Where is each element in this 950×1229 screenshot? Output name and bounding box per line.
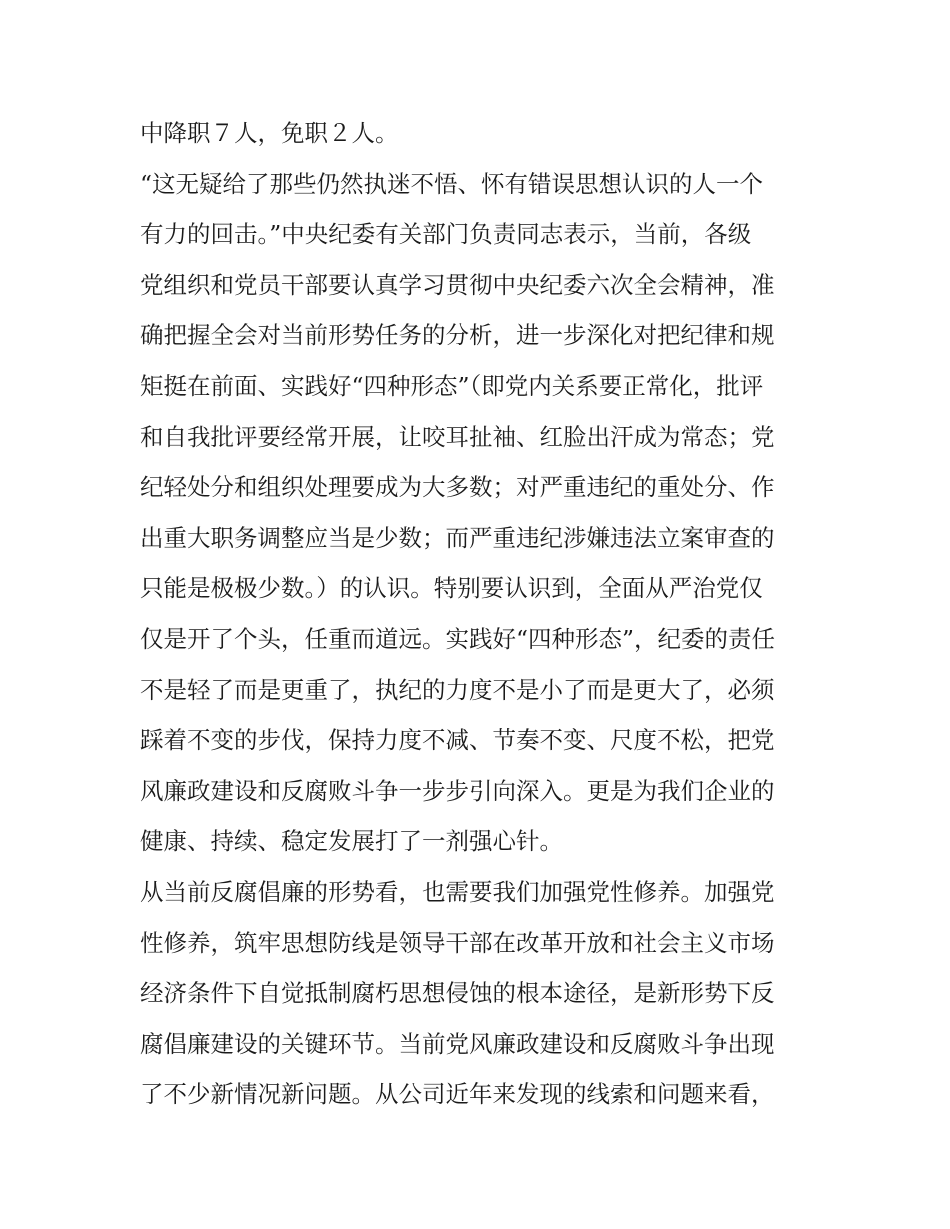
text-line: 经济条件下自觉抵制腐朽思想侵蚀的根本途径，是新形势下反 xyxy=(140,979,775,1008)
text-line: 出重大职务调整应当是少数；而严重违纪涉嫌违法立案审查的 xyxy=(140,523,775,552)
text-line: 纪轻处分和组织处理要成为大多数；对严重违纪的重处分、作 xyxy=(140,473,775,502)
text-line: 风廉政建设和反腐败斗争一步步引向深入。更是为我们企业的 xyxy=(140,776,775,805)
body-text xyxy=(140,108,820,1120)
text-line: 有力的回击。”中央纪委有关部门负责同志表示，当前，各级 xyxy=(140,220,752,249)
text-line: 腐倡廉建设的关键环节。当前党风廉政建设和反腐败斗争出现 xyxy=(140,1029,775,1058)
text-line: 中降职７人，免职２人。 xyxy=(140,119,399,147)
text-line: 踩着不变的步伐，保持力度不减、节奏不变、尺度不松，把党 xyxy=(140,726,775,755)
text-line: 确把握全会对当前形势任务的分析，进一步深化对把纪律和规 xyxy=(140,321,775,350)
text-line: 党组织和党员干部要认真学习贯彻中央纪委六次全会精神，准 xyxy=(140,270,775,299)
text-line: “这无疑给了那些仍然执迷不悟、怀有错误思想认识的人一个 xyxy=(140,169,764,198)
text-line: 和自我批评要经常开展，让咬耳扯袖、红脸出汗成为常态；党 xyxy=(140,422,775,451)
text-line: 了不少新情况新问题。从公司近年来发现的线索和问题来看， xyxy=(140,1080,775,1109)
text-line: 矩挺在前面、实践好“四种形态”（即党内关系要正常化，批评 xyxy=(140,371,764,400)
text-line: 不是轻了而是更重了，执纪的力度不是小了而是更大了，必须 xyxy=(140,675,775,704)
text-line: 性修养，筑牢思想防线是领导干部在改革开放和社会主义市场 xyxy=(140,928,775,957)
text-line: 从当前反腐倡廉的形势看，也需要我们加强党性修养。加强党 xyxy=(140,877,775,906)
text-line: 只能是极极少数。）的认识。特别要认识到，全面从严治党仅 xyxy=(140,574,763,603)
text-line: 健康、持续、稳定发展打了一剂强心针。 xyxy=(140,827,563,856)
text-line: 仅是开了个头，任重而道远。实践好“四种形态”，纪委的责任 xyxy=(140,624,776,653)
